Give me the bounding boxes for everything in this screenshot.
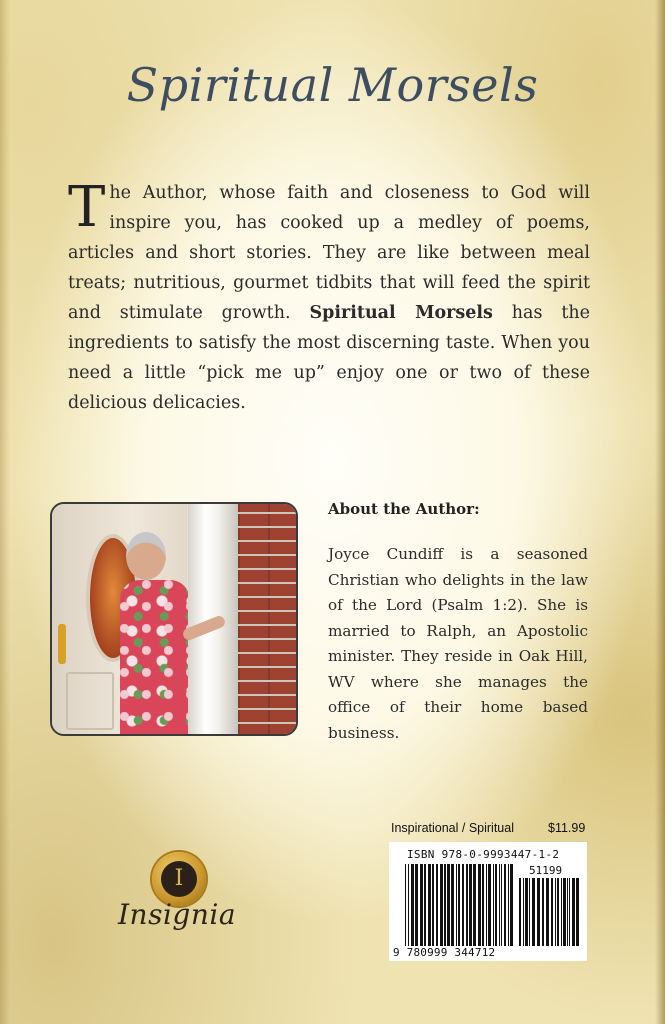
barcode-bar <box>456 864 457 946</box>
ean-bars <box>405 864 517 946</box>
blurb-text-start: he Author, whose faith and closeness to God will inspire you, has cooked up a medley of poems, articles and short stories. They are like between meal treats; nutritious, gourmet tidbits that will feed the spirit and stimulate growth. <box>68 183 590 323</box>
drop-cap: T <box>68 175 106 240</box>
barcode-bar <box>447 864 450 946</box>
book-title: Spiritual Morsels <box>126 58 539 112</box>
barcode-bar <box>529 878 530 946</box>
right-edge-shadow <box>655 0 665 1024</box>
barcode-bar <box>493 864 494 946</box>
barcode-bar <box>572 878 575 946</box>
barcode-bar <box>473 864 476 946</box>
barcode-bar <box>405 864 406 946</box>
barcode-bar <box>436 864 438 946</box>
barcode-bar <box>486 864 487 946</box>
barcode-bar <box>462 864 464 946</box>
back-cover-blurb <box>68 175 590 418</box>
ean-digits: 9 780999 344712 <box>393 946 496 959</box>
barcode-bar <box>482 864 484 946</box>
book-category: Inspirational / Spiritual <box>391 821 514 835</box>
barcode-bar <box>563 878 566 946</box>
barcode-bar <box>499 864 500 946</box>
barcode-bar <box>567 878 568 946</box>
barcode-bar <box>555 878 556 946</box>
about-author-text: Joyce Cundiff is a seasoned Christian who delights in the law of the Lord (Psalm 1:2). She is married to Ralph, an Apostolic minister. They reside in Oak Hill, WV where she manages the office of their home based business. <box>328 545 588 742</box>
author-figure-head <box>126 532 166 580</box>
barcode-bar <box>466 864 468 946</box>
barcode-bar <box>504 864 506 946</box>
barcode-bar <box>532 878 535 946</box>
addon-bars <box>519 878 579 946</box>
barcode-bar <box>546 878 549 946</box>
barcode-bar <box>478 864 481 946</box>
barcode-bar <box>523 878 524 946</box>
seal-letter: I <box>161 861 197 897</box>
barcode-bar <box>551 878 553 946</box>
barcode-bar <box>408 864 409 946</box>
barcode-bar <box>557 878 559 946</box>
barcode-bar <box>458 864 460 946</box>
author-photo <box>50 502 298 736</box>
isbn-text: ISBN 978-0-9993447-1-2 <box>407 848 560 861</box>
barcode-bar <box>432 864 434 946</box>
blurb-text-end: has the ingredients to satisfy the most discerning taste. When you need a little “pick me up” enjoy one or two of these delicious delicacies. <box>68 303 590 413</box>
about-author-heading: About the Author: <box>328 500 480 518</box>
publisher-name: Insignia <box>118 898 237 931</box>
barcode-bar <box>488 864 491 946</box>
isbn-barcode <box>389 842 587 961</box>
barcode-bar <box>495 864 497 946</box>
addon-digits: 51199 <box>529 864 563 877</box>
barcode-bar <box>508 864 509 946</box>
photo-brick-wall <box>238 504 298 736</box>
barcode-bar <box>451 864 454 946</box>
barcode-bar <box>444 864 446 946</box>
barcode-bar <box>542 878 544 946</box>
barcode-bar <box>519 878 521 946</box>
barcode-bar <box>501 864 502 946</box>
author-figure-body <box>120 580 190 736</box>
barcode-bar <box>415 864 418 946</box>
barcode-bar <box>411 864 414 946</box>
barcode-bar <box>525 878 528 946</box>
door-panel <box>66 672 114 730</box>
barcode-bar <box>537 878 540 946</box>
barcode-bar <box>424 864 426 946</box>
barcode-bar <box>510 864 513 946</box>
blurb-bold-title: Spiritual Morsels <box>309 303 493 323</box>
barcode-bar <box>440 864 443 946</box>
barcode-bar <box>420 864 423 946</box>
barcode-bar <box>561 878 562 946</box>
barcode-bar <box>569 878 570 946</box>
barcode-bar <box>576 878 579 946</box>
left-edge-shadow <box>0 0 10 1024</box>
door-handle <box>58 624 66 664</box>
book-price: $11.99 <box>548 821 586 835</box>
barcode-bar <box>428 864 431 946</box>
barcode-bar <box>469 864 472 946</box>
